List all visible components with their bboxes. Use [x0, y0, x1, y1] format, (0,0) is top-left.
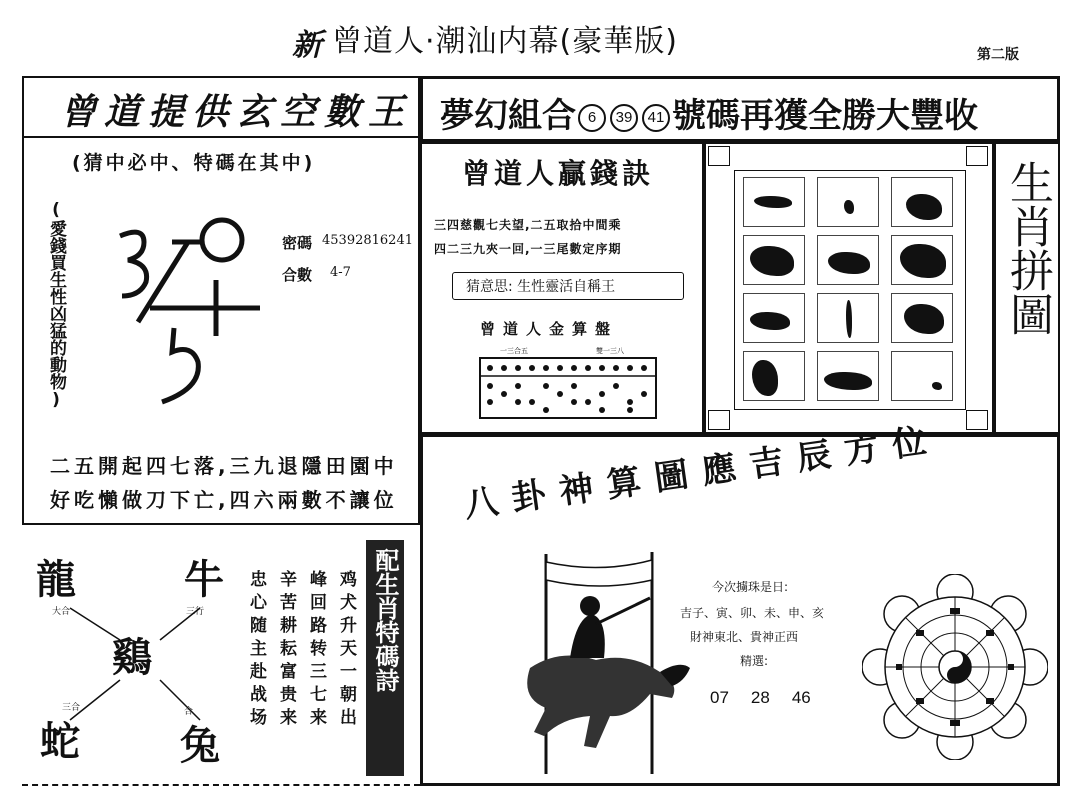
puzzle-piece: [891, 177, 953, 227]
puzzle-piece: [817, 293, 879, 343]
page-title: 曾道人·潮汕内幕(豪華版): [332, 24, 678, 59]
pick-number-1: 07: [710, 688, 729, 707]
mima-label: 密碼: [282, 234, 313, 252]
puzzle-piece: [817, 351, 879, 401]
bagua-title-text: 八卦神算圖應吉辰方位: [461, 419, 943, 526]
side-hint: (愛錢買生性凶猛的動物): [46, 200, 66, 410]
zodiac-ox: 牛: [184, 557, 224, 603]
pick-number-3: 46: [791, 688, 811, 707]
zodiac-snake: 蛇: [40, 719, 80, 765]
banner-post: 號碼再獲全勝大豐收: [672, 96, 978, 136]
banner-num-2: 39: [610, 104, 638, 132]
tag-ox: 三行: [186, 607, 205, 617]
guess-label: 猜意思: 生性靈活自稱王: [466, 279, 616, 295]
puzzle-corner-tr: [966, 146, 988, 166]
new-mark: 新: [292, 28, 322, 63]
picks-row: [710, 688, 811, 708]
poem-col-2: 峰回路转三七来: [306, 570, 326, 731]
catch-label: 今次擄珠是日:: [712, 580, 789, 594]
tag-rabbit: 合: [184, 707, 194, 717]
zodiac-dragon: 龍: [36, 557, 76, 603]
tag-dragon: 大合: [52, 607, 71, 617]
left-subheading: (猜中必中、特碼在其中): [72, 152, 316, 174]
left-heading: 曾道提供玄空數王: [60, 92, 413, 133]
poem-col-1: 鸡犬升天一朝出: [336, 570, 356, 731]
puzzle-corner-bl: [708, 410, 730, 430]
heshu-label: 合數: [282, 266, 313, 284]
puzzle-piece: [817, 177, 879, 227]
abacus-title: 曾道人金算盤: [480, 320, 619, 338]
jue-title: 曾道人贏錢訣: [462, 157, 655, 190]
bagua-wheel: [862, 574, 1048, 760]
puzzle-piece: [743, 235, 805, 285]
pick-number-2: 28: [750, 688, 770, 707]
left-heading-divider: [22, 136, 420, 138]
abacus-drawing: [478, 356, 658, 420]
side-label: 配生肖特碼詩: [371, 548, 399, 692]
banner-num-3: 41: [642, 104, 670, 132]
puzzle-grid: [734, 170, 966, 410]
puzzle-piece: [743, 351, 805, 401]
puzzle-piece: [891, 351, 953, 401]
poem-col-3: 辛苦耕耘富贵来: [276, 570, 296, 731]
tag-snake: 三合: [62, 703, 81, 713]
puzzle-corner-br: [966, 410, 988, 430]
heshu-value: 4-7: [330, 265, 351, 280]
zodiac-chicken: 鷄: [112, 635, 152, 681]
pick-label: 精選:: [740, 654, 769, 668]
puzzle-corner-tl: [708, 146, 730, 166]
puzzle-piece: [817, 235, 879, 285]
banner: [440, 88, 978, 137]
puzzle-piece: [743, 177, 805, 227]
edition-label: 第二版: [977, 47, 1019, 63]
zodiac-rabbit: 兔: [180, 723, 220, 769]
poem-col-4: 忠心随主赴战场: [246, 570, 266, 731]
lucky-gods: 財神東北、貴神正西: [690, 630, 799, 644]
puzzle-side-title: 生肖拼圖: [1002, 160, 1053, 336]
left-bottom-rule: [22, 784, 420, 786]
abacus-right-label: 雙一三八: [596, 347, 624, 355]
banner-num-1: 6: [578, 104, 606, 132]
left-poem-line-1: 二五開起四七落,三九退隱田園中: [50, 454, 398, 478]
lucky-days: 吉子、寅、卯、未、申、亥: [680, 606, 825, 620]
left-poem-line-2: 好吃懶做刀下亡,四六兩數不讓位: [50, 488, 398, 512]
puzzle-piece: [891, 293, 953, 343]
puzzle-piece: [891, 235, 953, 285]
abacus-left-label: 一三合五: [500, 347, 528, 355]
mima-value: 45392816241: [322, 233, 413, 248]
banner-pre: 夢幻組合: [440, 96, 576, 136]
code-glyph-drawing: [110, 212, 270, 412]
jue-line-2: 四二三九夾一回,一三尾數定序期: [434, 242, 622, 256]
puzzle-piece: [743, 293, 805, 343]
jue-line-1: 三四慈觀七夫望,二五取拾中間乘: [434, 218, 622, 232]
general-on-horse-illustration: [500, 548, 700, 778]
